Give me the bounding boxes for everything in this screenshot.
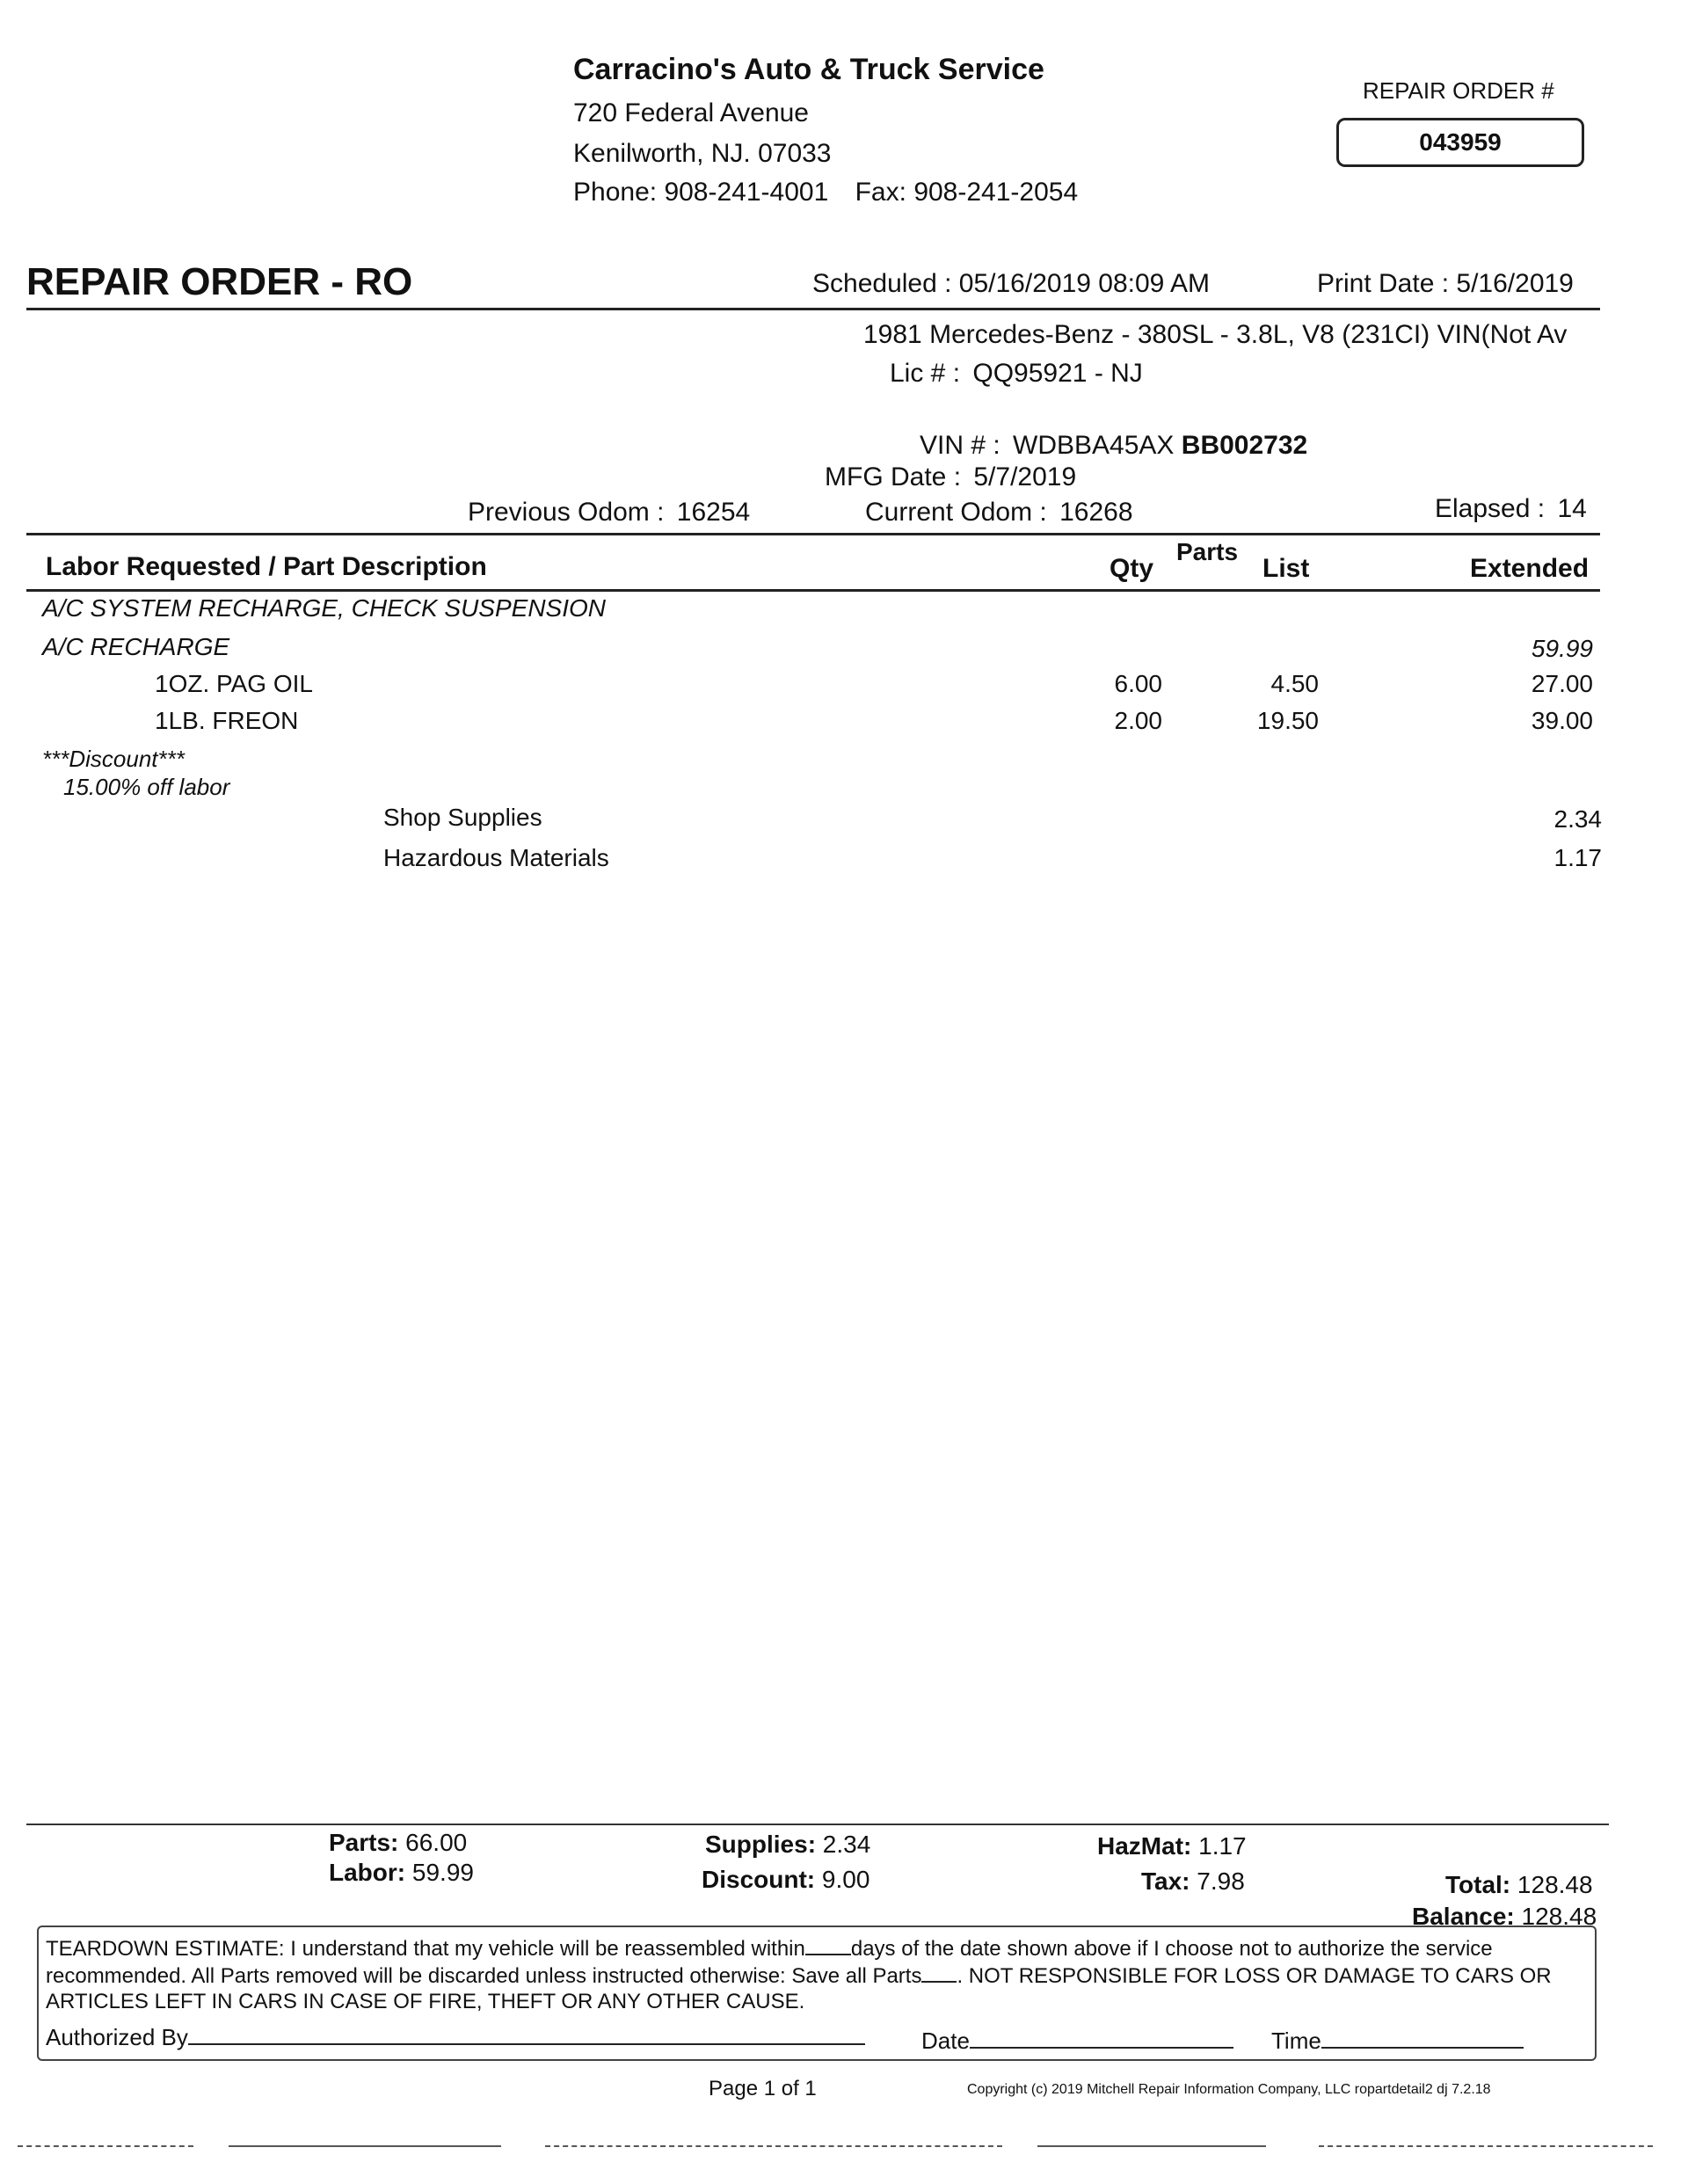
fax-value: 908-241-2054 xyxy=(913,178,1079,207)
fee-amount: 1.17 xyxy=(1553,844,1602,871)
date-line[interactable] xyxy=(970,2027,1233,2049)
print-date-value: 5/16/2019 xyxy=(1456,269,1574,298)
job-title: A/C SYSTEM RECHARGE, CHECK SUSPENSION xyxy=(42,594,607,622)
phone-value: 908-241-4001 xyxy=(664,178,829,207)
col-parts: Parts xyxy=(1176,538,1239,565)
part-desc: 1LB. FREON xyxy=(155,707,299,734)
vin-suffix: BB002732 xyxy=(1181,431,1308,460)
page-title: REPAIR ORDER - RO xyxy=(26,260,413,303)
part-extended: 27.00 xyxy=(1531,670,1593,697)
part-qty: 2.00 xyxy=(1114,707,1162,734)
bottom-dashes xyxy=(1319,2145,1653,2147)
fax-label: Fax: xyxy=(855,178,906,207)
teardown-estimate xyxy=(37,1926,1597,2061)
shop-phone-line xyxy=(573,178,1078,207)
col-qty: Qty xyxy=(1110,554,1154,583)
shop-address: 720 Federal Avenue xyxy=(573,98,809,127)
col-description: Labor Requested / Part Description xyxy=(46,552,487,581)
print-date xyxy=(1317,269,1574,299)
total-discount-label: Discount: xyxy=(702,1866,816,1893)
total-supplies-value: 2.34 xyxy=(822,1831,871,1858)
vin-prefix: WDBBA45AX xyxy=(1013,431,1175,460)
days-blank[interactable] xyxy=(805,1934,851,1955)
authorized-by xyxy=(46,2024,865,2051)
fee-label: Hazardous Materials xyxy=(383,844,609,871)
part-list: 4.50 xyxy=(1270,670,1319,697)
phone-label: Phone: xyxy=(573,178,658,207)
title-divider xyxy=(26,308,1600,310)
previous-odometer xyxy=(468,498,750,528)
vin-label: VIN # : xyxy=(920,431,1000,460)
save-parts-blank[interactable] xyxy=(921,1962,957,1983)
balance-label: Balance: xyxy=(1412,1903,1515,1930)
time-field xyxy=(1271,2027,1524,2055)
vin xyxy=(920,431,1307,461)
part-extended: 39.00 xyxy=(1531,707,1593,734)
mfg-label: MFG Date : xyxy=(825,462,962,491)
date-label: Date xyxy=(921,2027,970,2054)
elapsed-value: 14 xyxy=(1557,494,1587,523)
fee-amount: 2.34 xyxy=(1553,805,1602,833)
total-supplies xyxy=(705,1831,870,1859)
total-discount-value: 9.00 xyxy=(821,1866,870,1893)
vehicle-divider xyxy=(26,533,1600,535)
prev-odom-value: 16254 xyxy=(676,498,751,527)
date-field xyxy=(921,2027,1233,2055)
mfg-date xyxy=(825,462,1076,492)
discount-label: ***Discount*** xyxy=(42,746,185,772)
curr-odom-label: Current Odom : xyxy=(865,498,1047,527)
authorized-signature-line[interactable] xyxy=(188,2024,865,2045)
total-tax xyxy=(1141,1867,1245,1896)
estimate-text: TEARDOWN ESTIMATE: I understand that my vehicle will be reassembled within days of the date shown above if I choose not to authorize the service recommended. All Parts removed will be discarded unless instructed otherwise: Save all Parts . NOT RESPONSIBLE FOR LOSS OR DAMAGE TO CARS OR ARTICLES LEFT IN CARS IN CASE OF FIRE, THEFT OR ANY OTHER CAUSE. xyxy=(46,1934,1575,2014)
part-qty: 6.00 xyxy=(1114,670,1162,697)
total-labor-value: 59.99 xyxy=(411,1859,474,1886)
scheduled-label: Scheduled : xyxy=(812,269,952,298)
time-line[interactable] xyxy=(1321,2027,1524,2049)
fee-label: Shop Supplies xyxy=(383,804,542,831)
total-tax-label: Tax: xyxy=(1141,1867,1190,1895)
current-odometer xyxy=(865,498,1133,528)
bottom-dashes xyxy=(1037,2145,1266,2147)
total-tax-value: 7.98 xyxy=(1197,1867,1245,1895)
prev-odom-label: Previous Odom : xyxy=(468,498,665,527)
labor-amount: 59.99 xyxy=(1531,635,1593,662)
bottom-dashes xyxy=(18,2145,193,2147)
shop-city: Kenilworth, NJ. 07033 xyxy=(573,139,832,168)
vehicle-description: 1981 Mercedes-Benz - 380SL - 3.8L, V8 (231CI) VIN(Not Av xyxy=(863,320,1568,349)
labor-line: A/C RECHARGE xyxy=(42,633,230,660)
mfg-value: 5/7/2019 xyxy=(973,462,1077,491)
elapsed-label: Elapsed : xyxy=(1435,494,1546,523)
license xyxy=(890,359,1143,389)
discount-desc: 15.00% off labor xyxy=(63,774,230,800)
part-desc: 1OZ. PAG OIL xyxy=(155,670,313,697)
scheduled-value: 05/16/2019 08:09 AM xyxy=(958,269,1211,298)
copyright: Copyright (c) 2019 Mitchell Repair Information Company, LLC ropartdetail2 dj 7.2.18 xyxy=(967,2082,1491,2097)
col-extended: Extended xyxy=(1470,554,1590,583)
lic-value: QQ95921 - NJ xyxy=(972,359,1143,388)
lic-label: Lic # : xyxy=(890,359,961,388)
grand-total xyxy=(1445,1871,1593,1899)
total-discount xyxy=(702,1866,869,1894)
print-date-label: Print Date : xyxy=(1317,269,1450,298)
total-supplies-label: Supplies: xyxy=(705,1831,817,1858)
part-list: 19.50 xyxy=(1256,707,1319,734)
elapsed xyxy=(1435,494,1587,524)
balance-value: 128.48 xyxy=(1521,1903,1597,1930)
total-labor-label: Labor: xyxy=(329,1859,406,1886)
shop-name: Carracino's Auto & Truck Service xyxy=(573,53,1044,86)
header-divider xyxy=(26,589,1600,592)
grand-total-value: 128.48 xyxy=(1517,1871,1593,1898)
ro-number-label: REPAIR ORDER # xyxy=(1363,77,1554,104)
totals-divider xyxy=(26,1824,1609,1825)
total-parts-value: 66.00 xyxy=(405,1829,468,1856)
total-hazmat xyxy=(1097,1832,1247,1860)
time-label: Time xyxy=(1271,2027,1321,2054)
total-parts xyxy=(329,1829,467,1857)
curr-odom-value: 16268 xyxy=(1059,498,1133,527)
col-list: List xyxy=(1262,554,1310,583)
total-parts-label: Parts: xyxy=(329,1829,399,1856)
authorized-label: Authorized By xyxy=(46,2024,188,2050)
total-hazmat-value: 1.17 xyxy=(1198,1832,1247,1860)
total-labor xyxy=(329,1859,474,1887)
ro-number-box: 043959 xyxy=(1336,118,1584,167)
scheduled xyxy=(812,269,1210,299)
grand-total-label: Total: xyxy=(1445,1871,1511,1898)
bottom-dashes xyxy=(229,2145,501,2147)
page-number: Page 1 of 1 xyxy=(709,2077,817,2100)
bottom-dashes xyxy=(545,2145,1002,2147)
total-hazmat-label: HazMat: xyxy=(1097,1832,1192,1860)
